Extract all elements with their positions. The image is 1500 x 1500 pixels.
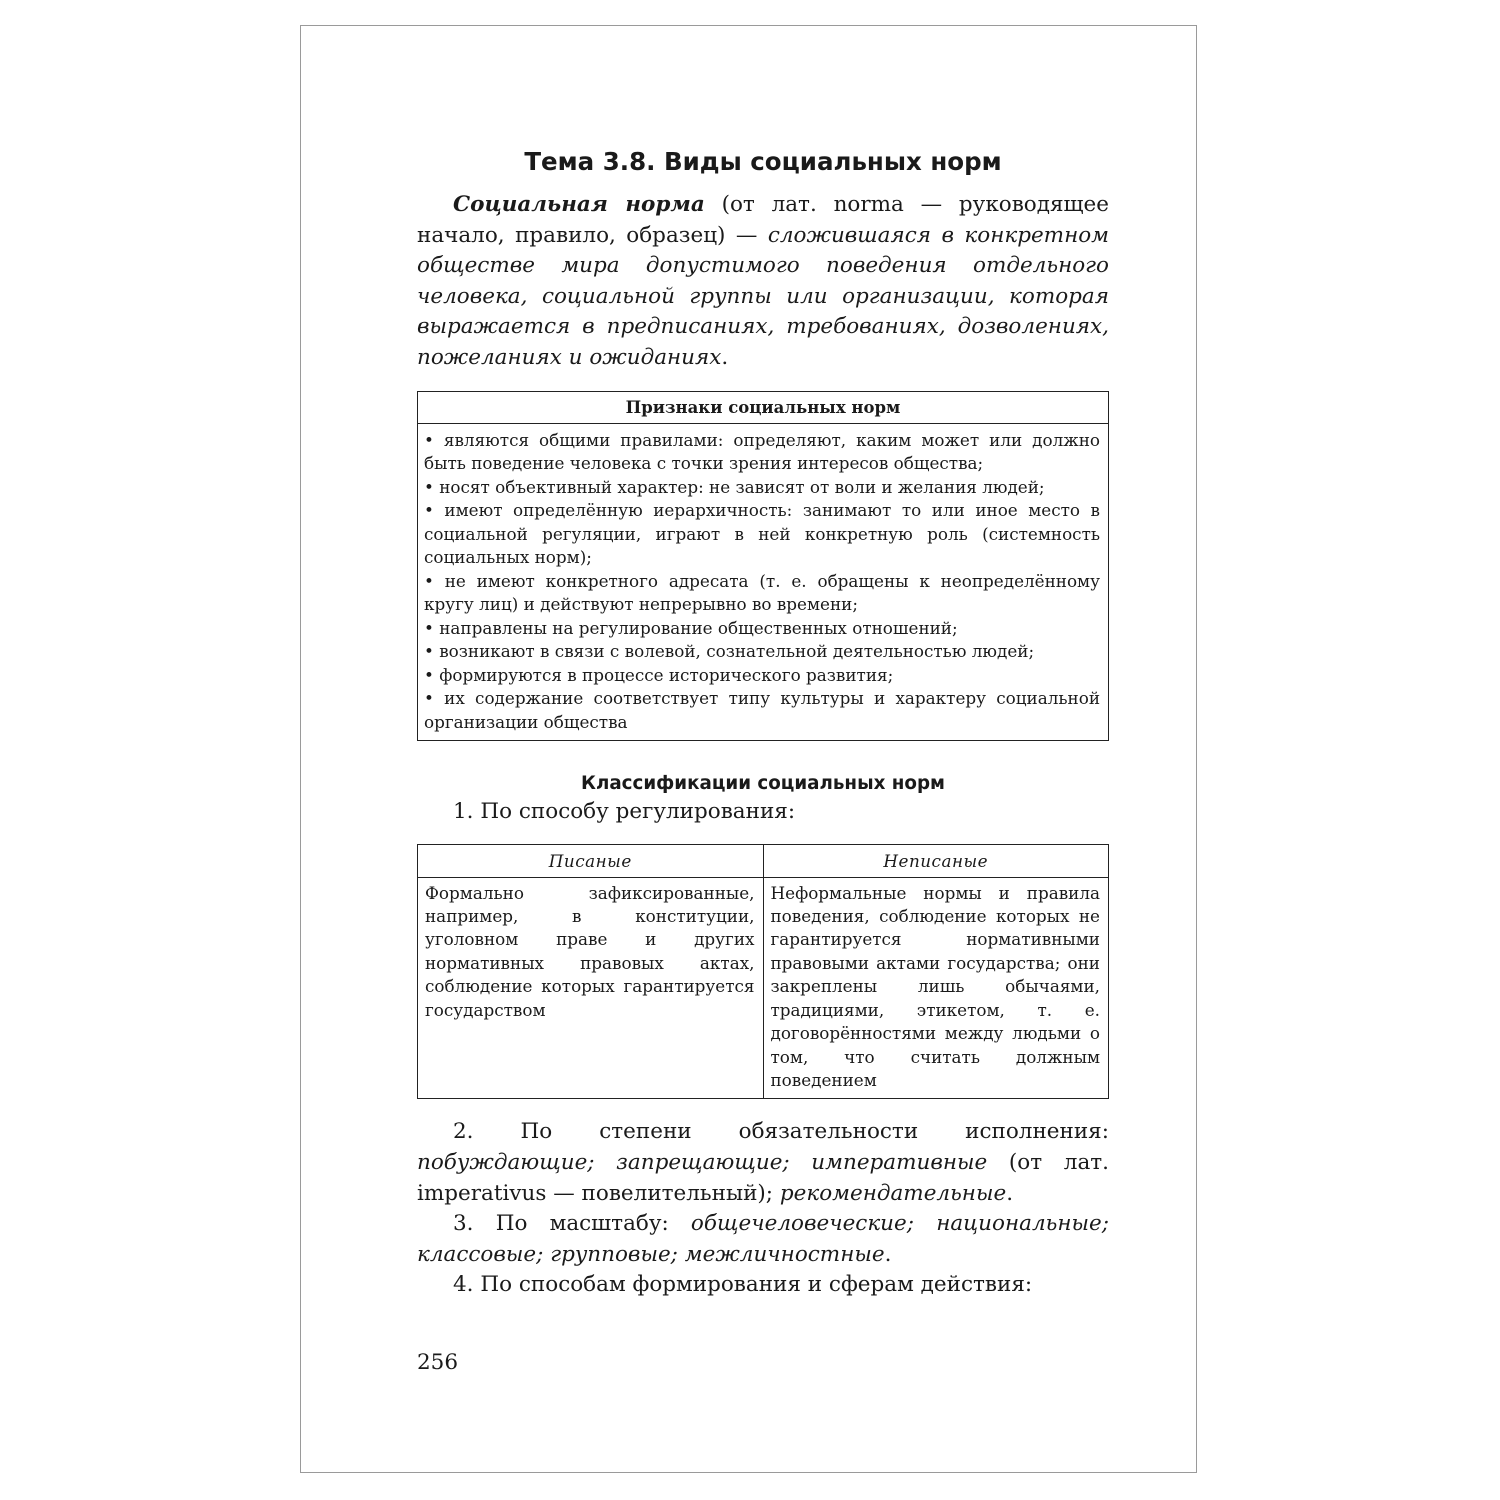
- signs-table: [417, 391, 1109, 742]
- item2-prefix: 2. По степени обязательности исполнения:: [453, 1119, 1109, 1145]
- page-title: Тема 3.8. Виды социальных норм: [524, 147, 1002, 176]
- definition-origin: (от лат. norma — руководящее начало, правило, образец) —: [417, 192, 1109, 248]
- sign-item: • носят объективный характер: не зависят от воли и желания людей;: [424, 476, 1045, 497]
- item2-italic-2: рекомендательные: [779, 1180, 1007, 1206]
- sign-item: • возникают в связи с волевой, сознательной деятельностью людей;: [424, 641, 1035, 662]
- book-page: [300, 25, 1197, 1473]
- item3-end: .: [884, 1241, 892, 1267]
- classification-list: [417, 1117, 1109, 1301]
- classification-item-4: 4. По способам формирования и сферам действия:: [453, 1272, 1033, 1298]
- sign-item: • имеют определённую иерархичность: занимают то или иное место в социальной регуляции, играют в ней конкретную роль (системность социальных норм);: [424, 500, 1100, 568]
- item2-middle: (от лат. imperativus — повелительный);: [417, 1149, 1109, 1206]
- written-description: Формально зафиксированные, например, в конституции, уголовном праве и других нормативных правовых актах, соблюдение которых гарантируется государством: [418, 877, 764, 1099]
- definition-term: Социальная норма: [453, 192, 705, 217]
- sign-item: • не имеют конкретного адресата (т. е. обращены к неопределённому кругу лиц) и действуют непрерывно во времени;: [424, 570, 1100, 615]
- classification-title: Классификации социальных норм: [581, 773, 945, 795]
- regulation-types-table: [417, 844, 1109, 1100]
- classification-item-2: [417, 1117, 1109, 1209]
- sign-item: • направлены на регулирование общественных отношений;: [424, 617, 958, 638]
- item2-italic-1: побуждающие; запрещающие; императивные: [417, 1149, 988, 1175]
- written-header: Писаные: [418, 844, 764, 877]
- sign-item: • формируются в процессе исторического развития;: [424, 664, 894, 685]
- classification-item-3: [417, 1209, 1109, 1270]
- signs-table-header: Признаки социальных норм: [418, 391, 1109, 423]
- classification-item-1: 1. По способу регулирования:: [453, 799, 796, 825]
- sign-item: • их содержание соответствует типу культуры и характеру социальной организации общества: [424, 688, 1100, 732]
- definition-end: .: [721, 344, 729, 370]
- unwritten-header: Неписаные: [763, 844, 1109, 877]
- unwritten-description: Неформальные нормы и правила поведения, соблюдение которых не гарантируется нормативными правовыми актами государства; они закреплены лишь обычаями, традициями, этикетом, т. е. договорённостями между людьми о том, что считать должным поведением: [763, 877, 1109, 1099]
- item2-end: .: [1006, 1180, 1014, 1206]
- item3-prefix: 3. По масштабу:: [453, 1211, 691, 1237]
- definition-paragraph: [417, 190, 1109, 374]
- signs-table-body: [418, 423, 1109, 741]
- sign-item: • являются общими правилами: определяют, каким может или должно быть поведение человека с точки зрения интересов общества;: [424, 429, 1100, 474]
- page-content: [417, 144, 1109, 1301]
- item3-italic: общечеловеческие; национальные; классовые; групповые; межличностные: [417, 1211, 1109, 1267]
- definition-meaning: сложившаяся в конкретном обществе мира допустимого поведения отдельного человека, социальной группы или организации, которая выражается в предписаниях, требованиях, дозволениях, пожеланиях и ожиданиях: [417, 222, 1109, 370]
- page-number: 256: [417, 1350, 459, 1375]
